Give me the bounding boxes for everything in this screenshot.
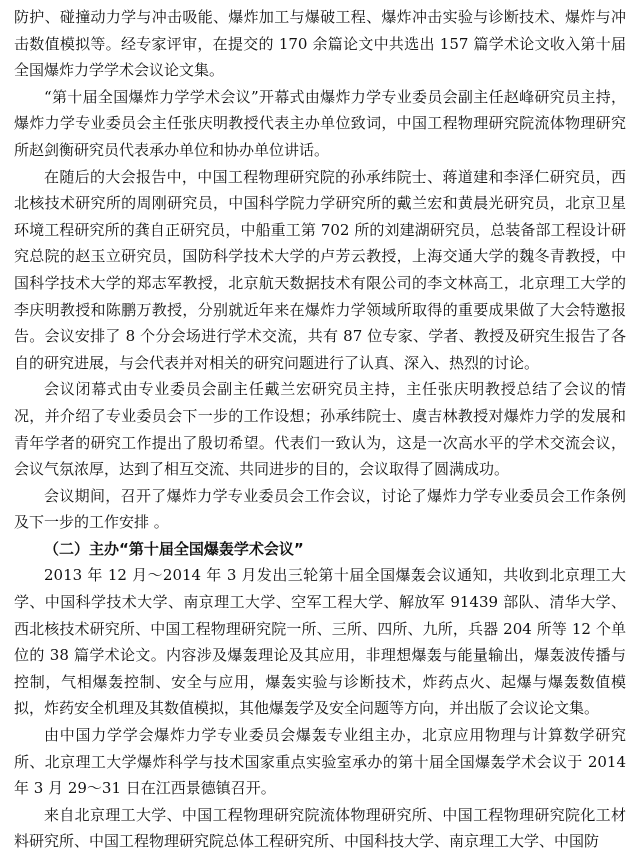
paragraph-8: 来自北京理工大学、中国工程物理研究院流体物理研究所、中国工程物理研究院化工材料研究所、中国工程物理研究院总体工程研究所、中国科技大学、南京理工大学、中国防 [14, 805, 626, 851]
paragraph-1: 防护、碰撞动力学与冲击吸能、爆炸加工与爆破工程、爆炸冲击实验与诊断技术、爆炸与冲击数值模拟等。经专家评审，在提交的 170 余篇论文中共选出 157 篇学术论文收入第十届全国爆炸力学学术会议论文集。 [14, 8, 626, 80]
document-page [14, 4, 626, 855]
paragraph-2: “第十届全国爆炸力学学术会议”开幕式由爆炸力学专业委员会副主任赵峰研究员主持，爆炸力学专业委员会主任张庆明教授代表主办单位致词，中国工程物理研究院流体物理研究所赵剑衡研究员代表承办单位和协办单位讲话。 [14, 87, 626, 159]
paragraph-4: 会议闭幕式由专业委员会副主任戴兰宏研究员主持，主任张庆明教授总结了会议的情况，并介绍了专业委员会下一步的工作设想；孙承纬院士、虞吉林教授对爆炸力学的发展和青年学者的研究工作提出了殷切希望。代表们一致认为，这是一次高水平的学术交流会议，会议气氛浓厚，达到了相互交流、共同进步的目的，会议取得了圆满成功。 [14, 380, 626, 479]
paragraph-3: 在随后的大会报告中，中国工程物理研究院的孙承纬院士、蒋道建和李泽仁研究员，西北核技术研究所的周刚研究员，中国科学院力学研究所的戴兰宏和黄晨光研究员，北京卫星环境工程研究所的龚自正研究员，中船重工第 702 所的刘建湖研究员，总装备部工程设计研究总院的赵玉立研究员，国防科学技术大学的卢芳云教授，上海交通大学的魏冬青教授，中国科学技术大学的郑志军教授，北京航天数据技术有限公司的李文林高工，北京理工大学的李庆明教授和陈鹏万教授，分别就近年来在爆炸力学领域所取得的重要成果做了大会特邀报告。会议安排了 8 个分会场进行学术交流，共有 87 位专家、学者、教授及研究生报告了各自的研究进展，与会代表并对相关的研究问题进行了认真、深入、热烈的讨论。 [14, 167, 626, 372]
section-heading: （二）主办“第十届全国爆轰学术会议” [44, 539, 304, 558]
paragraph-7: 由中国力学学会爆炸力学专业委员会爆轰专业组主办，北京应用物理与计算数学研究所、北京理工大学爆炸科学与技术国家重点实验室承办的第十届全国爆轰学术会议于 2014 年 3 月 29～31 日在江西景德镇召开。 [14, 726, 626, 798]
paragraph-6: 2013 年 12 月～2014 年 3 月发出三轮第十届全国爆轰会议通知，共收到北京理工大学、中国科学技术大学、南京理工大学、空军工程大学、解放军 91439 部队、清华大学、西北核技术研究所、中国工程物理研究院一所、三所、四所、九所，兵器 204 所等 12 个单位的 38 篇学术论文。内容涉及爆轰理论及其应用，非理想爆轰与能量输出，爆轰波传播与控制，气相爆轰控制、安全与应用，爆轰实验与诊断技术，炸药点火、起爆与爆轰数值模拟，炸药安全机理及其数值模拟，其他爆轰学及安全问题等方向，并出版了会议论文集。 [14, 566, 626, 718]
paragraph-5: 会议期间，召开了爆炸力学专业委员会工作会议，讨论了爆炸力学专业委员会工作条例及下一步的工作安排 。 [14, 486, 626, 532]
